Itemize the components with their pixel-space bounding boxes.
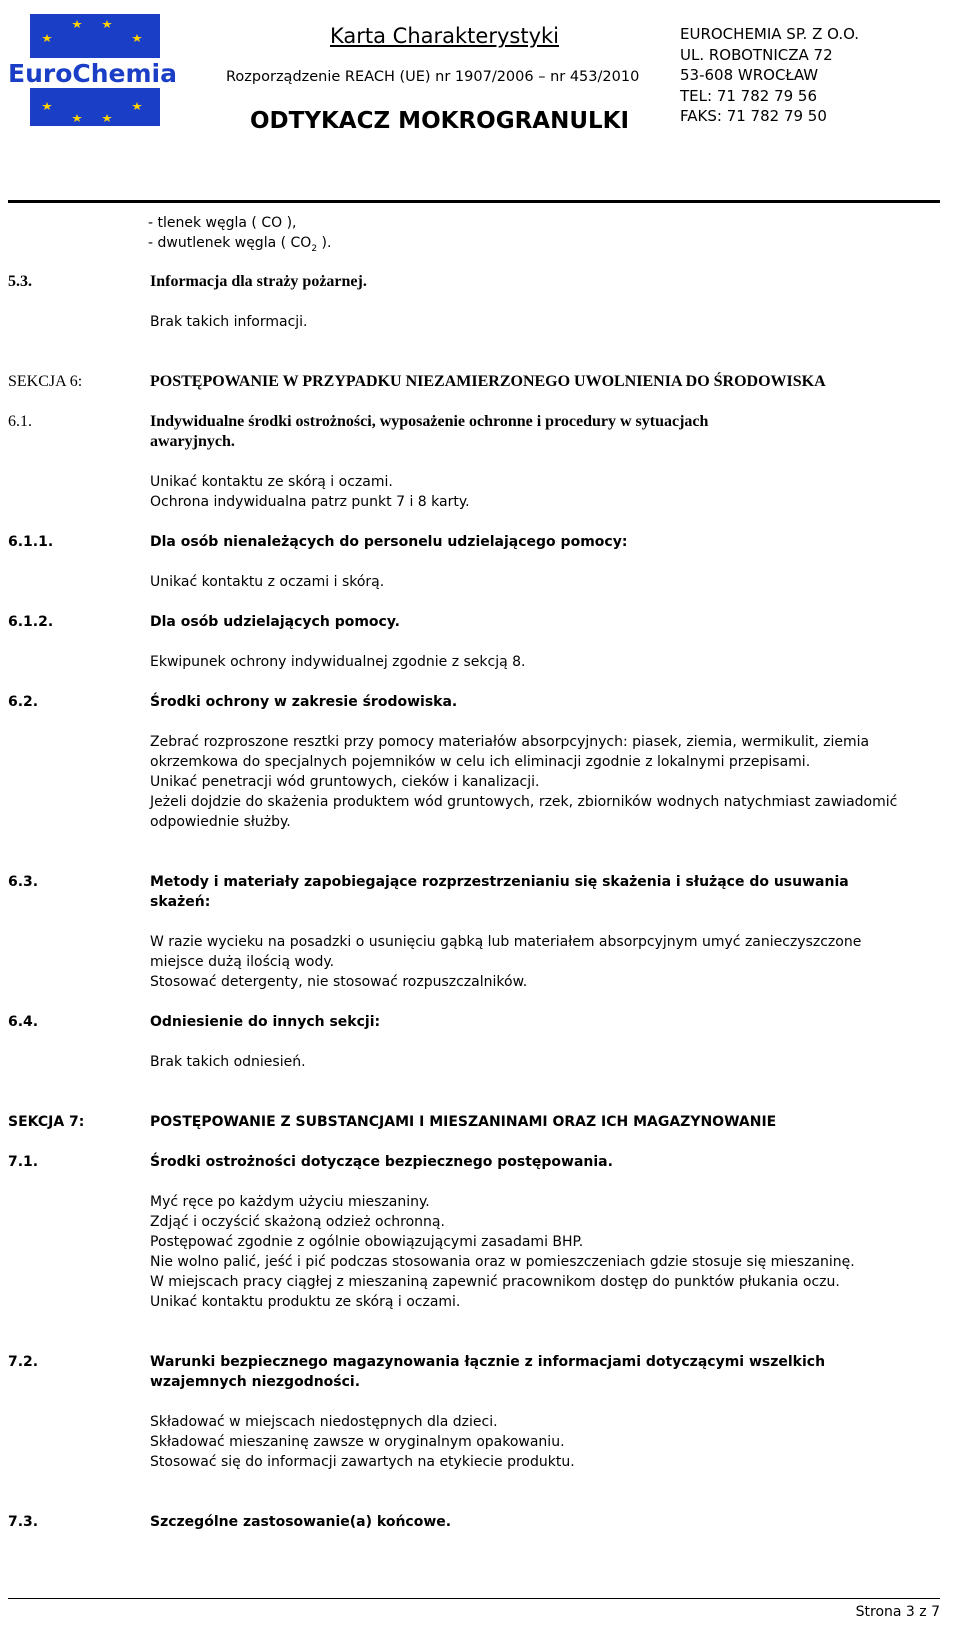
section-5-3-title: Informacja dla straży pożarnej. bbox=[150, 273, 367, 290]
company-city: 53-608 WROCŁAW bbox=[680, 66, 819, 84]
product-name: ODTYKACZ MOKROGRANULKI bbox=[250, 108, 630, 134]
company-fax: FAKS: 71 782 79 50 bbox=[680, 107, 827, 125]
document-title: Karta Charakterystyki bbox=[330, 24, 560, 48]
section-6-3-title-line1: Metody i materiały zapobiegające rozprzestrzenianiu się skażenia i służące do usuwania bbox=[150, 874, 849, 890]
co2-line: - dwutlenek węgla ( $CO_2$ ). bbox=[148, 235, 332, 254]
company-phone: TEL: 71 782 79 56 bbox=[680, 86, 818, 105]
header-divider bbox=[8, 200, 940, 203]
section-7-2-number: 7.2. bbox=[8, 1354, 39, 1370]
section-7-2-title-line2: wzajemnych niezgodności. bbox=[150, 1374, 361, 1390]
company-address bbox=[680, 24, 859, 127]
section-7-1-text: Myć ręce po każdym użyciu mieszaniny. Zdjąć i oczyścić skażoną odzież ochronną. Postępować zgodnie z ogólnie obowiązującymi zasadami BHP. Nie wolno palić, jeść i pić podczas stosowania oraz w pomieszczeniach gdzie stosuje się mieszaninę. W miejscach pracy ciągłej z mieszaniną zapewnić pracownikom dostęp do punktów płukania oczu. Unikać kontaktu produktu ze skórą i oczami. bbox=[150, 1194, 855, 1310]
section-6-3-number: 6.3. bbox=[8, 874, 39, 890]
section-6-1-number: 6.1. bbox=[8, 413, 32, 430]
section-6-number: SEKCJA 6: bbox=[8, 373, 83, 390]
section-7-number: SEKCJA 7: bbox=[8, 1114, 85, 1130]
eurochemia-logo bbox=[4, 14, 190, 126]
section-6-1-2-title: Dla osób udzielających pomocy. bbox=[150, 614, 400, 630]
section-7-3-number: 7.3. bbox=[8, 1514, 39, 1530]
section-6-1-2-number: 6.1.2. bbox=[8, 614, 54, 630]
section-6-4-number: 6.4. bbox=[8, 1014, 39, 1030]
section-7-3-title: Szczególne zastosowanie(a) końcowe. bbox=[150, 1514, 452, 1530]
section-6-2-number: 6.2. bbox=[8, 694, 39, 710]
section-6-1-text: Unikać kontaktu ze skórą i oczami. Ochrona indywidualna patrz punkt 7 i 8 karty. bbox=[150, 474, 470, 510]
section-7-2-title-line1: Warunki bezpiecznego magazynowania łącznie z informacjami dotyczącymi wszelkich bbox=[150, 1354, 826, 1370]
section-7-1-number: 7.1. bbox=[8, 1154, 39, 1170]
section-6-1-1-title: Dla osób nienależących do personelu udzielającego pomocy: bbox=[150, 534, 628, 550]
section-6-2-title: Środki ochrony w zakresie środowiska. bbox=[150, 694, 458, 710]
section-6-1-2-text: Ekwipunek ochrony indywidualnej zgodnie z sekcją 8. bbox=[150, 654, 526, 670]
section-6-title: POSTĘPOWANIE W PRZYPADKU NIEZAMIERZONEGO UWOLNIENIA DO ŚRODOWISKA bbox=[150, 373, 826, 390]
section-6-4-text: Brak takich odniesień. bbox=[150, 1054, 306, 1070]
section-6-4-title: Odniesienie do innych sekcji: bbox=[150, 1014, 381, 1030]
company-name: EUROCHEMIA SP. Z O.O. bbox=[680, 25, 860, 43]
section-6-1-title-line2: awaryjnych. bbox=[150, 433, 235, 450]
section-6-3-title-line2: skażeń: bbox=[150, 894, 211, 910]
page-number: Strona 3 z 7 bbox=[855, 1604, 940, 1620]
section-6-1-1-text: Unikać kontaktu z oczami i skórą. bbox=[150, 574, 385, 590]
section-6-3-text: W razie wycieku na posadzki o usunięciu gąbką lub materiałem absorpcyjnym umyć zanieczyszczone miejsce dużą ilością wody. Stosować detergenty, nie stosować rozpuszczalników. bbox=[150, 934, 862, 990]
section-5-3-text: Brak takich informacji. bbox=[150, 314, 308, 330]
svg-text:EuroChemia: EuroChemia bbox=[8, 59, 177, 88]
section-6-1-1-number: 6.1.1. bbox=[8, 534, 54, 550]
company-street: UL. ROBOTNICZA 72 bbox=[680, 45, 833, 64]
section-6-1-title-line1: Indywidualne środki ostrożności, wyposażenie ochronne i procedury w sytuacjach bbox=[150, 413, 709, 430]
regulation-reference: Rozporządzenie REACH (UE) nr 1907/2006 – nr 453/2010 bbox=[226, 69, 640, 85]
section-7-1-title: Środki ostrożności dotyczące bezpiecznego postępowania. bbox=[150, 1154, 613, 1170]
co-line: - tlenek węgla ( CO ), bbox=[148, 215, 297, 231]
section-5-3-number: 5.3. bbox=[8, 273, 32, 290]
section-7-title: POSTĘPOWANIE Z SUBSTANCJAMI I MIESZANINAMI ORAZ ICH MAGAZYNOWANIE bbox=[150, 1114, 777, 1130]
footer-divider bbox=[8, 1598, 940, 1599]
section-7-2-text: Składować w miejscach niedostępnych dla dzieci. Składować mieszaninę zawsze w oryginalnym opakowaniu. Stosować się do informacji zawartych na etykiecie produktu. bbox=[150, 1414, 575, 1470]
section-6-2-text: Zebrać rozproszone resztki przy pomocy materiałów absorpcyjnych: piasek, ziemia, wermikulit, ziemia okrzemkowa do specjalnych pojemników w celu ich eliminacji zgodnie z lokalnymi przepisami. Unikać penetracji wód gruntowych, cieków i kanalizacji. Jeżeli dojdzie do skażenia produktem wód gruntowych, rzek, zbiorników wodnych natychmiast zawiadomić odpowiednie służby. bbox=[150, 734, 898, 830]
